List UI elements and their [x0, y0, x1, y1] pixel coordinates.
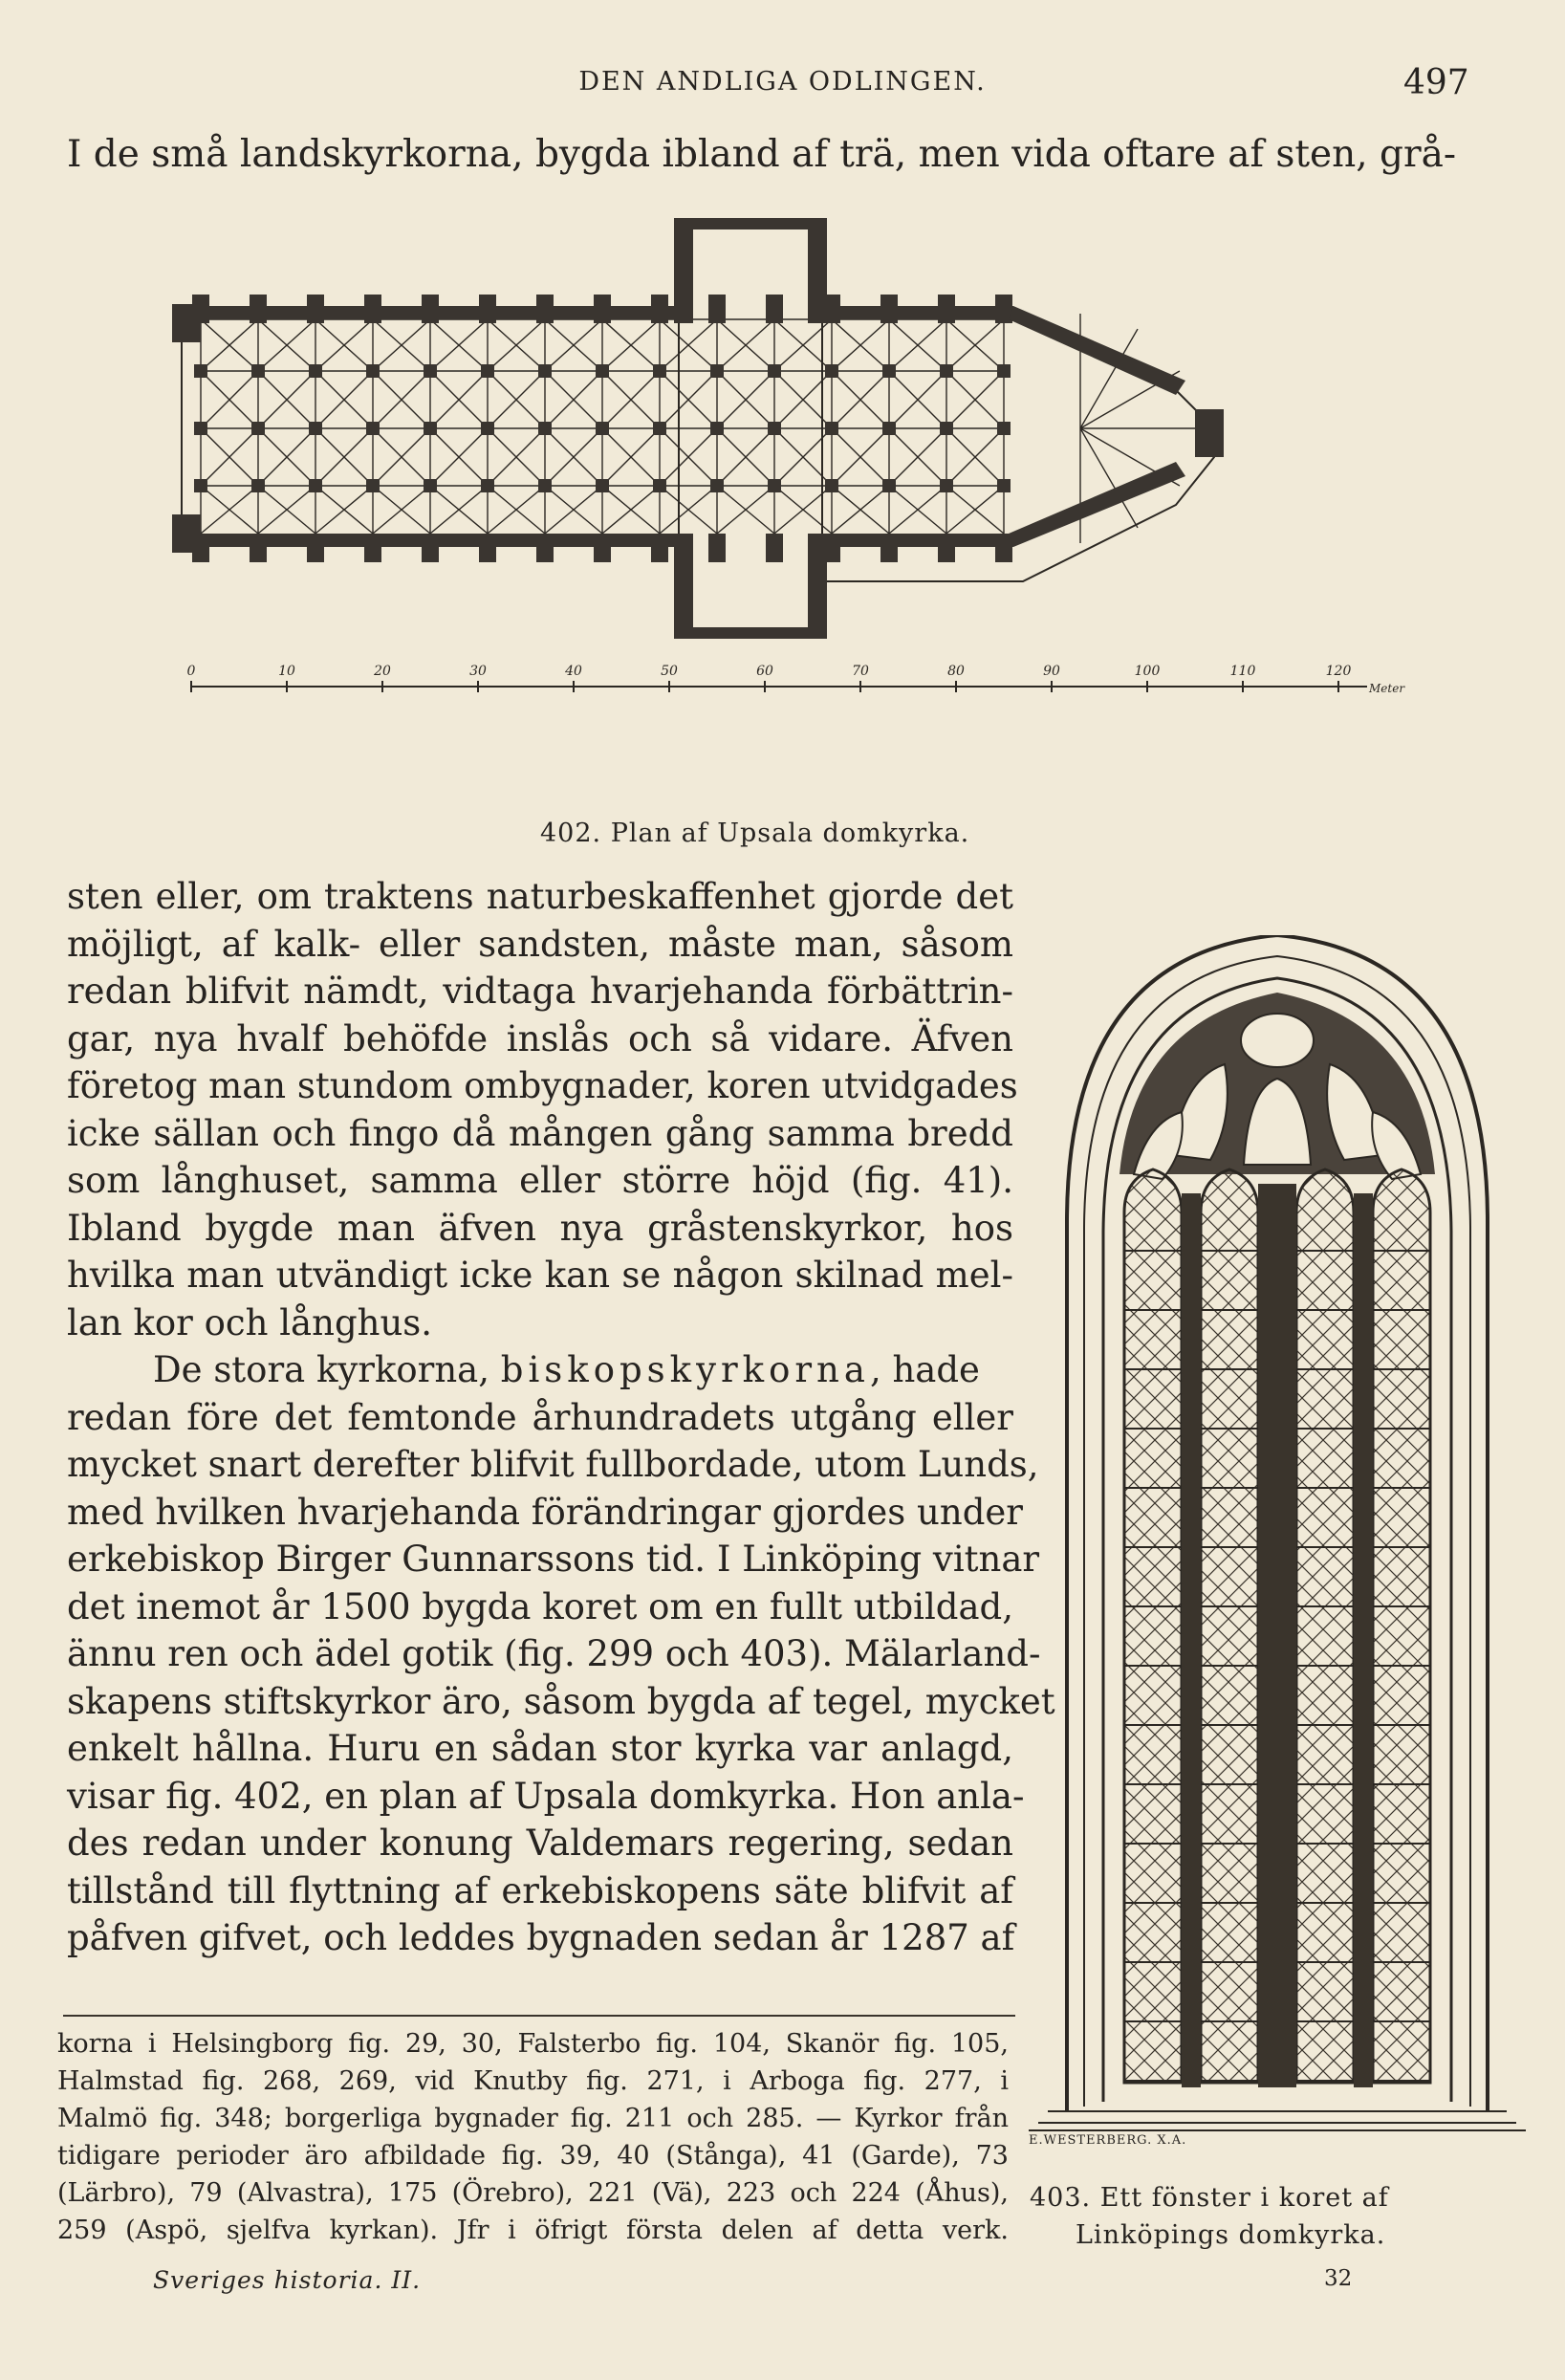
body-line: hvilka man utvändigt icke kan se någon skilnad mel-	[67, 1255, 1013, 1296]
figure-402-caption: 402. Plan af Upsala domkyrka.	[540, 819, 970, 848]
cathedral-plan-figure	[163, 218, 1405, 734]
body-line: det inemot år 1500 bygda koret om en fullt utbildad,	[67, 1585, 1013, 1627]
book-title-footer: Sveriges historia. II.	[153, 2266, 422, 2294]
engraver-signature: E.WESTERBERG. X.A.	[1029, 2133, 1187, 2148]
scale-unit: Meter	[1369, 682, 1405, 695]
running-head: DEN ANDLIGA ODLINGEN.	[578, 67, 987, 97]
figure-403-caption-line2: Linköpings domkyrka.	[1076, 2220, 1386, 2250]
body-line: med hvilken hvarjehanda förändringar gjordes under	[67, 1491, 1023, 1533]
body-line: sten eller, om traktens naturbeskaffenhet gjorde det	[67, 876, 1013, 917]
footnote-line: Malmö fig. 348; borgerliga bygnader fig. 211 och 285. — Kyrkor från	[57, 2104, 1009, 2133]
scale-label-50: 50	[661, 664, 678, 679]
scale-label-90: 90	[1043, 664, 1060, 679]
scale-label-10: 10	[278, 664, 295, 679]
scale-label-40: 40	[565, 664, 582, 679]
scale-label-70: 70	[852, 664, 869, 679]
body-line: erkebiskop Birger Gunnarssons tid. I Linköping vitnar	[67, 1539, 1040, 1580]
footnote-line: tidigare perioder äro afbildade fig. 39, 40 (Stånga), 41 (Garde), 73	[57, 2141, 1009, 2171]
page-number: 497	[1403, 63, 1469, 102]
footnote-line: 259 (Aspö, sjelfva kyrkan). Jfr i öfrigt första delen af detta verk.	[57, 2216, 1009, 2245]
gothic-window-figure	[1029, 935, 1526, 2169]
body-line: des redan under konung Valdemars regering, sedan	[67, 1823, 1013, 1864]
body-line: gar, nya hvalf behöfde inslås och så vidare. Äfven	[67, 1017, 1013, 1059]
scale-label-60: 60	[756, 664, 773, 679]
paragraph-2-first-line	[67, 1346, 1013, 1394]
footnotes	[57, 2025, 1009, 2249]
body-line: icke sällan och fingo då mången gång samma bredd	[67, 1112, 1013, 1154]
signature-mark: 32	[1324, 2266, 1353, 2291]
para2-start: De stora kyrkorna,	[153, 1349, 501, 1390]
footnote-line: (Lärbro), 79 (Alvastra), 175 (Örebro), 221 (Vä), 223 och 224 (Åhus),	[57, 2178, 1009, 2208]
body-line: enkelt hållna. Huru en sådan stor kyrka var anlagd,	[67, 1728, 1013, 1769]
scale-label-20: 20	[374, 664, 391, 679]
body-line: visar fig. 402, en plan af Upsala domkyrka. Hon anla-	[67, 1775, 1025, 1817]
body-line: redan blifvit nämdt, vidtaga hvarjehanda förbättrin-	[67, 971, 1013, 1012]
body-line: Ibland bygde man äfven nya gråstenskyrkor, hos	[67, 1207, 1013, 1249]
body-line: som långhuset, samma eller större höjd (fig. 41).	[67, 1160, 1013, 1201]
footnote-line: Halmstad fig. 268, 269, vid Knutby fig. 271, i Arboga fig. 277, i	[57, 2066, 1009, 2096]
top-text-line: I de små landskyrkorna, bygda ibland af trä, men vida oftare af sten, grå-	[67, 133, 1457, 176]
body-text	[67, 873, 1055, 1962]
scale-label-120: 120	[1325, 664, 1352, 679]
body-line: mycket snart derefter blifvit fullbordade, utom Lunds,	[67, 1444, 1039, 1485]
scale-label-30: 30	[469, 664, 487, 679]
body-line: påfven gifvet, och leddes bygnaden sedan år 1287 af	[67, 1917, 1015, 1958]
body-line: ännu ren och ädel gotik (fig. 299 och 403). Mälarland-	[67, 1633, 1041, 1674]
spaced-term: biskopskyrkorna	[500, 1349, 870, 1390]
body-line: lan kor och långhus.	[67, 1301, 433, 1343]
scale-label-110: 110	[1229, 664, 1256, 679]
scale-label-80: 80	[947, 664, 965, 679]
footnote-rule	[63, 2015, 1015, 2017]
para2-end: , hade	[869, 1349, 980, 1390]
body-line: möjligt, af kalk- eller sandsten, måste man, såsom	[67, 923, 1013, 965]
scale-label-100: 100	[1134, 664, 1161, 679]
body-line: tillstånd till flyttning af erkebiskopens säte blifvit af	[67, 1869, 1013, 1911]
body-line: redan före det femtonde århundradets utgång eller	[67, 1396, 1013, 1438]
body-line: skapens stiftskyrkor äro, såsom bygda af tegel, mycket	[67, 1680, 1055, 1722]
footnote-line: korna i Helsingborg fig. 29, 30, Falsterbo fig. 104, Skanör fig. 105,	[57, 2029, 1009, 2059]
figure-403-caption-line1: 403. Ett fönster i koret af	[1030, 2183, 1389, 2213]
body-line: företog man stundom ombygnader, koren utvidgades	[67, 1065, 1018, 1106]
scale-label-0: 0	[186, 664, 196, 679]
